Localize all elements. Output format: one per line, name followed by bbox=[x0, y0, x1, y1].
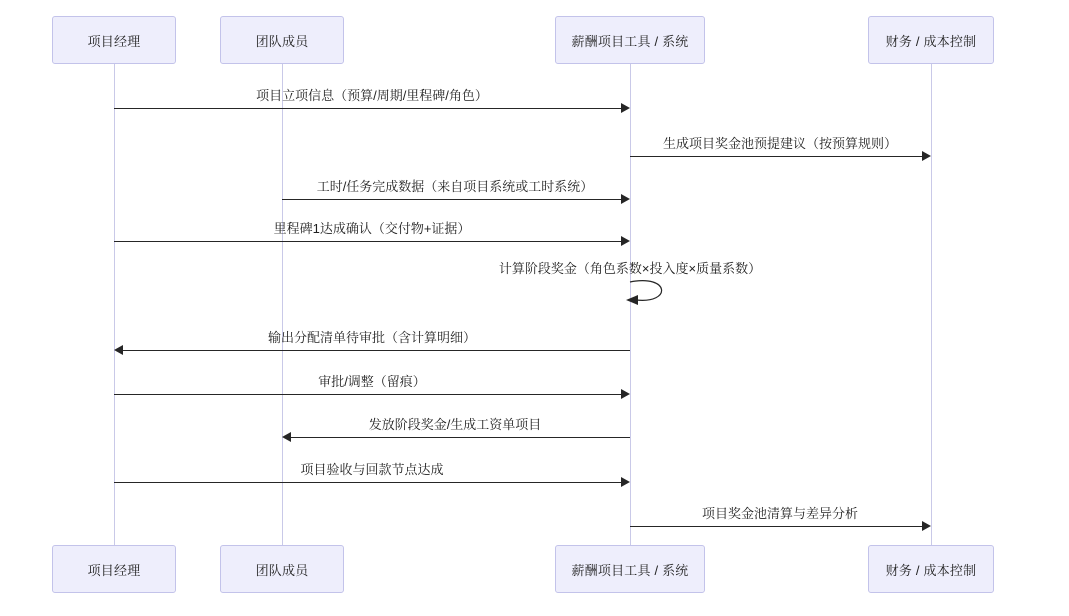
actor-box-pm-bottom[interactable] bbox=[52, 545, 176, 593]
arrow-head-10 bbox=[922, 521, 931, 531]
actor-box-pm-top[interactable] bbox=[52, 16, 176, 64]
message-line-8 bbox=[291, 437, 630, 438]
actor-box-team-bottom[interactable] bbox=[220, 545, 344, 593]
actor-label-pm-bottom: 项目经理 bbox=[87, 562, 141, 578]
message-label-2: 生成项目奖金池预提建议（按预算规则） bbox=[662, 136, 898, 151]
message-line-3 bbox=[282, 199, 621, 200]
arrow-head-9 bbox=[621, 477, 630, 487]
actor-box-system-bottom[interactable] bbox=[555, 545, 705, 593]
actor-label-system-top: 薪酬项目工具 / 系统 bbox=[571, 33, 689, 49]
message-line-2 bbox=[630, 156, 922, 157]
lifeline-finance bbox=[931, 64, 932, 545]
actor-box-team-top[interactable] bbox=[220, 16, 344, 64]
arrow-head-1 bbox=[621, 103, 630, 113]
lifeline-pm bbox=[114, 64, 115, 545]
message-line-9 bbox=[114, 482, 621, 483]
message-label-6: 输出分配清单待审批（含计算明细） bbox=[267, 330, 477, 345]
message-line-7 bbox=[114, 394, 621, 395]
lifeline-team bbox=[282, 64, 283, 545]
message-label-4: 里程碑1达成确认（交付物+证据） bbox=[273, 221, 471, 236]
actor-label-system-bottom: 薪酬项目工具 / 系统 bbox=[571, 562, 689, 578]
arrow-head-2 bbox=[922, 151, 931, 161]
arrow-head-4 bbox=[621, 236, 630, 246]
message-label-1: 项目立项信息（预算/周期/里程碑/角色） bbox=[256, 88, 488, 103]
actor-label-finance-top: 财务 / 成本控制 bbox=[885, 33, 977, 49]
arrow-head-6 bbox=[114, 345, 123, 355]
message-label-8: 发放阶段奖金/生成工资单项目 bbox=[368, 417, 542, 432]
message-label-3: 工时/任务完成数据（来自项目系统或工时系统） bbox=[316, 179, 594, 194]
message-label-7: 审批/调整（留痕） bbox=[318, 374, 426, 389]
message-line-4 bbox=[114, 241, 621, 242]
message-line-1 bbox=[114, 108, 621, 109]
message-line-6 bbox=[123, 350, 630, 351]
arrow-head-3 bbox=[621, 194, 630, 204]
self-loop-arrow-5 bbox=[614, 276, 684, 310]
actor-label-finance-bottom: 财务 / 成本控制 bbox=[885, 562, 977, 578]
actor-label-team-bottom: 团队成员 bbox=[255, 562, 309, 578]
message-label-10: 项目奖金池清算与差异分析 bbox=[701, 506, 859, 521]
message-label-5: 计算阶段奖金（角色系数×投入度×质量系数） bbox=[498, 261, 762, 276]
actor-box-finance-bottom[interactable] bbox=[868, 545, 994, 593]
message-line-10 bbox=[630, 526, 922, 527]
actor-box-finance-top[interactable] bbox=[868, 16, 994, 64]
arrow-head-8 bbox=[282, 432, 291, 442]
actor-label-pm-top: 项目经理 bbox=[87, 33, 141, 49]
arrow-head-7 bbox=[621, 389, 630, 399]
actor-box-system-top[interactable] bbox=[555, 16, 705, 64]
message-label-9: 项目验收与回款节点达成 bbox=[300, 462, 444, 477]
actor-label-team-top: 团队成员 bbox=[255, 33, 309, 49]
